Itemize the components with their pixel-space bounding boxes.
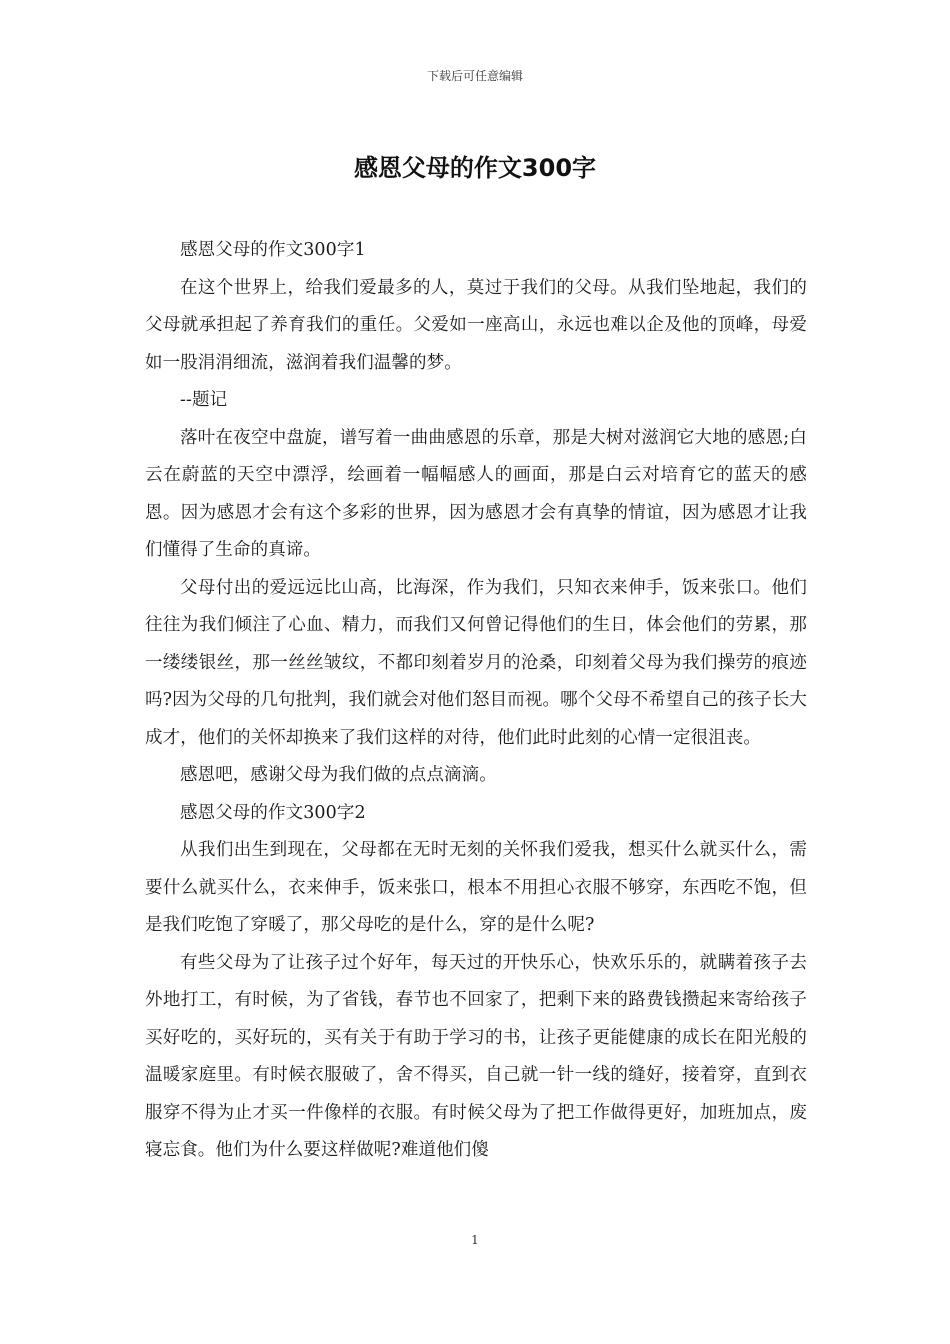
paragraph: 从我们出生到现在，父母都在无时无刻的关怀我们爱我，想买什么就买什么，需要什么就买什么，衣来伸手，饭来张口，根本不用担心衣服不够穿，东西吃不饱，但是我们吃饱了穿暖了，那父母吃的是什么，穿的是什么呢?	[145, 840, 807, 935]
document-body	[145, 232, 807, 1170]
document-title: 感恩父母的作文300字	[353, 154, 597, 182]
epigraph-label: --题记	[180, 390, 228, 410]
paragraph: 有些父母为了让孩子过个好年，每天过的开快乐心，快欢乐乐的，就瞒着孩子去外地打工，有时候，为了省钱，春节也不回家了，把剩下来的路费钱攒起来寄给孩子买好吃的，买好玩的，买有关于有助于学习的书，让孩子更能健康的成长在阳光般的温暖家庭里。有时候衣服破了，舍不得买，自己就一针一线的缝好，接着穿，直到衣服穿不得为止才买一件像样的衣服。有时候父母为了把工作做得更好，加班加点，废寝忘食。他们为什么要这样做呢?难道他们傻	[145, 952, 807, 1160]
paragraph: 在这个世界上，给我们爱最多的人，莫过于我们的父母。从我们坠地起，我们的父母就承担起了养育我们的重任。父爱如一座高山，永远也难以企及他的顶峰，母爱如一股涓涓细流，滋润着我们温馨的梦。	[145, 277, 807, 373]
page-header: 下载后可任意编辑	[426, 69, 523, 83]
section-heading-1: 感恩父母的作文300字1	[180, 240, 366, 260]
paragraph: 父母付出的爱远远比山高，比海深，作为我们，只知衣来伸手，饭来张口。他们往往为我们倾注了心血、精力，而我们又何曾记得他们的生日，体会他们的劳累，那一缕缕银丝，那一丝丝皱纹，不都印刻着岁月的沧桑，印刻着父母为我们操劳的痕迹吗?因为父母的几句批判，我们就会对他们怒目而视。哪个父母不希望自己的孩子长大成才，他们的关怀却换来了我们这样的对待，他们此时此刻的心情一定很沮丧。	[145, 577, 807, 748]
paragraph: 感恩吧，感谢父母为我们做的点点滴滴。	[180, 765, 497, 785]
paragraph: 落叶在夜空中盘旋，谱写着一曲曲感恩的乐章，那是大树对滋润它大地的感恩;白云在蔚蓝的天空中漂浮，绘画着一幅幅感人的画面，那是白云对培育它的蓝天的感恩。因为感恩才会有这个多彩的世界，因为感恩才会有真挚的情谊，因为感恩才让我们懂得了生命的真谛。	[145, 427, 807, 560]
section-heading-2: 感恩父母的作文300字2	[180, 802, 366, 823]
page-number: 1	[471, 1233, 479, 1247]
